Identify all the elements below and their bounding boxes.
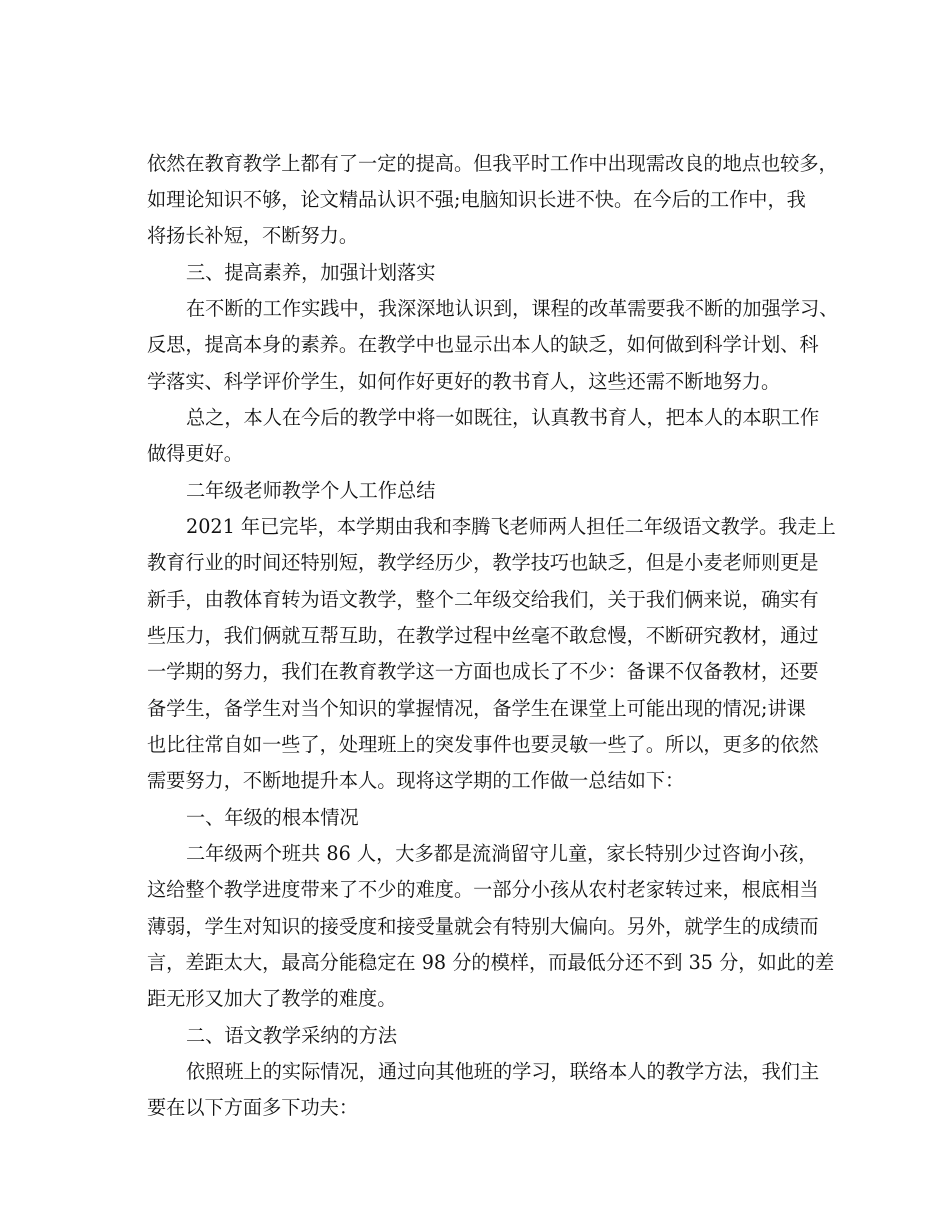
- body-line: 学落实、科学评价学生，如何作好更好的教书育人，这些还需不断地努力。: [147, 370, 781, 393]
- body-line: 总之，本人在今后的教学中将一如既往，认真教书育人，把本人的本职工作: [186, 406, 820, 429]
- body-line: 需要努力，不断地提升本人。现将这学期的工作做一总结如下：: [147, 769, 685, 792]
- section-heading: 一、年级的根本情况: [186, 806, 359, 829]
- body-line: 一学期的努力，我们在教育教学这一方面也成长了不少：备课不仅备教材，还要: [147, 660, 819, 683]
- body-line: 也比往常自如一些了，处理班上的突发事件也要灵敏一些了。所以，更多的依然: [147, 733, 819, 756]
- body-line: 要在以下方面多下功夫：: [147, 1096, 359, 1119]
- body-line: 二年级两个班共 86 人，大多都是流淌留守儿童，家长特别少过咨询小孩，: [186, 842, 818, 865]
- body-line: 些压力，我们俩就互帮互助，在教学过程中丝毫不敢怠慢，不断研究教材，通过: [147, 624, 819, 647]
- body-line: 言，差距太大，最高分能稳定在 98 分的模样，而最低分还不到 35 分，如此的差: [147, 951, 835, 974]
- body-line: 教育行业的时间还特别短，教学经历少，教学技巧也缺乏，但是小麦老师则更是: [147, 551, 819, 574]
- document-subtitle: 二年级老师教学个人工作总结: [186, 479, 436, 502]
- section-heading: 三、提高素养，加强计划落实: [186, 261, 436, 284]
- body-line: 薄弱，学生对知识的接受度和接受量就会有特别大偏向。另外，就学生的成绩而: [147, 915, 819, 938]
- body-line: 新手，由教体育转为语文教学，整个二年级交给我们，关于我们俩来说，确实有: [147, 588, 819, 611]
- body-line: 反思，提高本身的素养。在教学中也显示出本人的缺乏，如何做到科学计划、科: [147, 333, 819, 356]
- body-line: 距无形又加大了教学的难度。: [147, 987, 397, 1010]
- body-line: 在不断的工作实践中，我深深地认识到，课程的改革需要我不断的加强学习、: [186, 297, 839, 320]
- body-line: 依然在教育教学上都有了一定的提高。但我平时工作中出现需改良的地点也较多，: [147, 152, 838, 175]
- body-line: 备学生，备学生对当个知识的掌握情况，备学生在课堂上可能出现的情况;讲课: [147, 697, 806, 720]
- body-line: 做得更好。: [147, 442, 243, 465]
- body-line: 将扬长补短，不断努力。: [147, 224, 359, 247]
- section-heading: 二、语文教学采纳的方法: [186, 1024, 398, 1047]
- body-line: 这给整个教学进度带来了不少的难度。一部分小孩从农村老家转过来，根底相当: [147, 878, 819, 901]
- body-line: 如理论知识不够，论文精品认识不强;电脑知识长进不快。在今后的工作中，我: [147, 188, 806, 211]
- body-line: 依照班上的实际情况，通过向其他班的学习，联络本人的教学方法，我们主: [186, 1060, 820, 1083]
- body-line: 2021 年已完毕，本学期由我和李腾飞老师两人担任二年级语文教学。我走上: [186, 515, 836, 538]
